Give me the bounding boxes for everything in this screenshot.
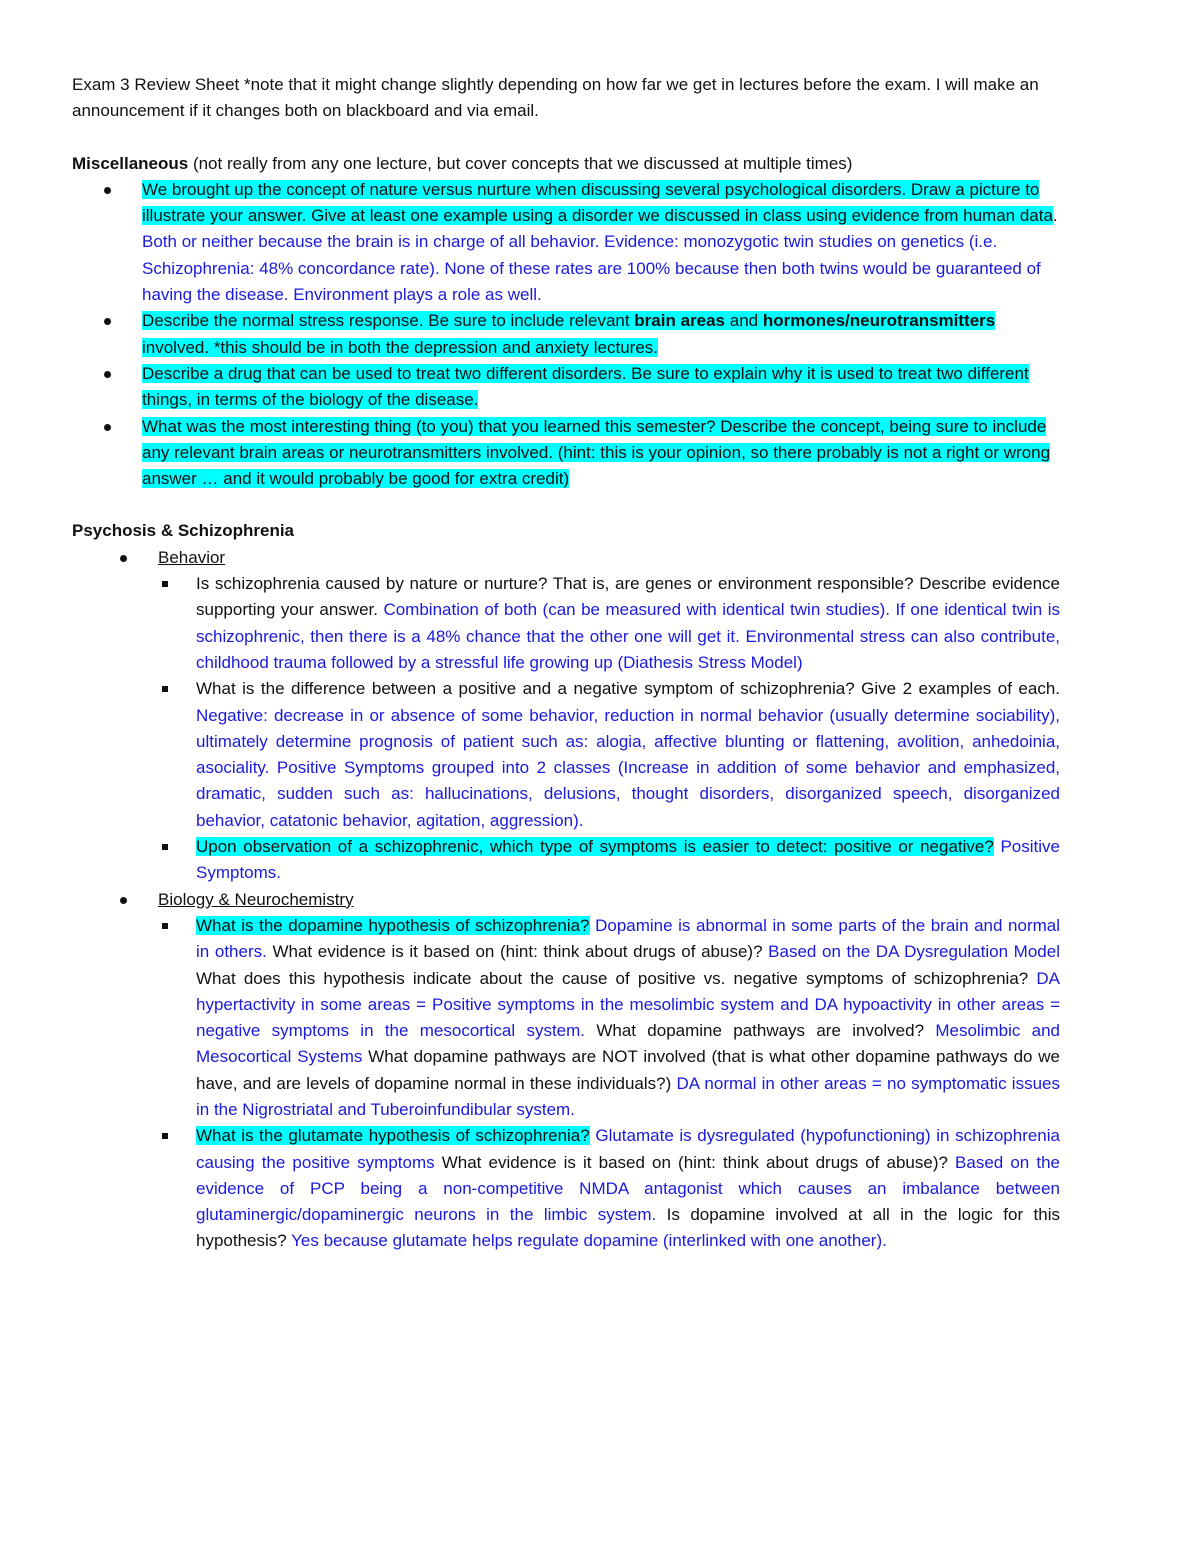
bullet-icon bbox=[104, 187, 111, 194]
spacer bbox=[72, 492, 1060, 518]
biology-list bbox=[110, 913, 1060, 1255]
answer-text: DA normal in other areas = no symptomatic issues in the Nigrostriatal and Tuberoinfundibular system. bbox=[196, 1073, 1060, 1119]
list-item bbox=[72, 308, 1060, 361]
answer-text: DA hypertactivity in some areas = Positive symptoms in the mesolimbic system and DA hypoactivity in other areas = negative symptoms in the mesocortical system. bbox=[196, 968, 1060, 1041]
question-text: What evidence is it based on (hint: think about drugs of abuse)? bbox=[434, 1152, 948, 1172]
question-text: What does this hypothesis indicate about the cause of positive vs. negative symptoms of schizophrenia? bbox=[196, 968, 1029, 988]
question-text: What is the dopamine hypothesis of schizophrenia? bbox=[196, 915, 590, 935]
list-item bbox=[72, 177, 1060, 308]
question-text: What dopamine pathways are NOT involved (that is what other dopamine pathways do we have, and are levels of dopamine normal in these individuals?) bbox=[196, 1047, 1060, 1093]
answer-text: Based on the DA Dysregulation Model bbox=[762, 942, 1060, 962]
answer-text: Yes because glutamate helps regulate dopamine (interlinked with one another). bbox=[286, 1231, 887, 1251]
intro-paragraph: Exam 3 Review Sheet *note that it might change slightly depending on how far we get in lectures before the exam. I will make an announcement if it changes both on blackboard and via email. bbox=[72, 75, 1039, 121]
question-part: Describe the normal stress response. Be sure to include relevant bbox=[142, 311, 635, 331]
square-bullet-icon bbox=[162, 844, 168, 850]
question-text: What is the difference between a positive and a negative symptom of schizophrenia? Give 2 examples of each. bbox=[196, 679, 1060, 699]
list-item bbox=[110, 676, 1060, 834]
answer-text: Combination of both (can be measured with identical twin studies). If one identical twin is schizophrenic, then there is a 48% chance that the other one will get it. Environmental stress can also contribute, childhood trauma followed by a stressful life growing up (Diathesis Stress Model) bbox=[196, 600, 1060, 672]
misc-title: Miscellaneous bbox=[72, 153, 189, 173]
answer-text: Both or neither because the brain is in charge of all behavior. Evidence: monozygotic twin studies on genetics (i.e. Schizophrenia: 48% concordance rate). None of these rates are 100% because then both twins would be guaranteed of having the disease. Environment plays a role as well. bbox=[142, 232, 1041, 305]
bold-term: hormones/neurotransmitters bbox=[762, 311, 996, 331]
question-text: Is dopamine involved at all in the logic for this hypothesis? bbox=[196, 1205, 1060, 1251]
answer-text: Negative: decrease in or absence of some behavior, reduction in normal behavior (usually determine sociability), ultimately determine prognosis of patient such as: alogia, affective blunting or flattening, avolition, anhedoinia, asociality. Positive Symptoms grouped into 2 classes (Increase in addition of some behavior and emphasized, dramatic, sudden such as: hallucinations, delusions, thought disorders, disorganized speech, disorganized behavior, catatonic behavior, agitation, aggression). bbox=[196, 705, 1060, 830]
question-part: and bbox=[725, 311, 763, 331]
answer-text: Dopamine is abnormal in some parts of the brain and normal in others. bbox=[196, 915, 1061, 962]
list-item bbox=[72, 887, 1060, 1255]
list-item bbox=[72, 361, 1060, 414]
list-item bbox=[110, 571, 1060, 676]
list-item bbox=[72, 414, 1060, 493]
bullet-icon bbox=[104, 371, 111, 378]
bullet-icon bbox=[120, 897, 127, 904]
answer-text: Positive Symptoms. bbox=[196, 837, 1060, 883]
question-text: What was the most interesting thing (to you) that you learned this semester? Describe the concept, being sure to include any relevant brain areas or neurotransmitters involved. (hint: this is your opinion, so there probably is not a right or wrong answer … and it would probably be good for extra credit) bbox=[142, 416, 1051, 489]
question-text: What is the glutamate hypothesis of schizophrenia? bbox=[196, 1126, 590, 1146]
bold-term: brain areas bbox=[634, 311, 726, 331]
answer-text: Mesolimbic and Mesocortical Systems bbox=[196, 1021, 1061, 1067]
list-item bbox=[110, 834, 1060, 887]
square-bullet-icon bbox=[162, 923, 168, 929]
bullet-icon bbox=[120, 555, 127, 562]
misc-list bbox=[72, 177, 1060, 493]
psych-title: Psychosis & Schizophrenia bbox=[72, 521, 295, 541]
biology-label: Biology & Neurochemistry bbox=[158, 889, 354, 909]
answer-text: Glutamate is dysregulated (hypofunctioning) in schizophrenia causing the positive symptoms bbox=[196, 1126, 1060, 1172]
square-bullet-icon bbox=[162, 581, 168, 587]
behavior-list bbox=[110, 571, 1060, 887]
square-bullet-icon bbox=[162, 686, 168, 692]
misc-heading bbox=[72, 151, 1060, 177]
answer-text: Based on the evidence of PCP being a non-competitive NMDA antagonist which causes an imbalance between glutaminergic/dopaminergic neurons in the limbic system. bbox=[196, 1152, 1060, 1225]
question-end: . bbox=[1052, 206, 1058, 226]
bullet-icon bbox=[104, 318, 111, 325]
behavior-label: Behavior bbox=[158, 547, 226, 567]
misc-subtitle: (not really from any one lecture, but cover concepts that we discussed at multiple times) bbox=[188, 153, 853, 173]
question-text bbox=[142, 311, 995, 356]
list-item bbox=[72, 545, 1060, 887]
list-item bbox=[110, 1123, 1060, 1254]
question-text: We brought up the concept of nature versus nurture when discussing several psychological disorders. Draw a picture to illustrate your answer. Give at least one example using a disorder we discussed in class using evidence from human data bbox=[142, 179, 1053, 226]
question-text: Describe a drug that can be used to treat two different disorders. Be sure to explain why it is used to treat two different things, in terms of the biology of the disease. bbox=[142, 363, 1029, 410]
question-text: Upon observation of a schizophrenic, which type of symptoms is easier to detect: positive or negative? bbox=[196, 837, 994, 857]
question-part: involved. *this should be in both the depression and anxiety lectures. bbox=[142, 337, 658, 357]
question-text: What evidence is it based on (hint: think about drugs of abuse)? bbox=[266, 942, 763, 962]
square-bullet-icon bbox=[162, 1133, 168, 1139]
bullet-icon bbox=[104, 424, 111, 431]
list-item bbox=[110, 913, 1060, 1123]
question-text: What dopamine pathways are involved? bbox=[585, 1021, 925, 1041]
psych-list bbox=[72, 545, 1060, 1255]
question-text: Is schizophrenia caused by nature or nurture? That is, are genes or environment responsible? Describe evidence supporting your answer. bbox=[196, 574, 1060, 620]
